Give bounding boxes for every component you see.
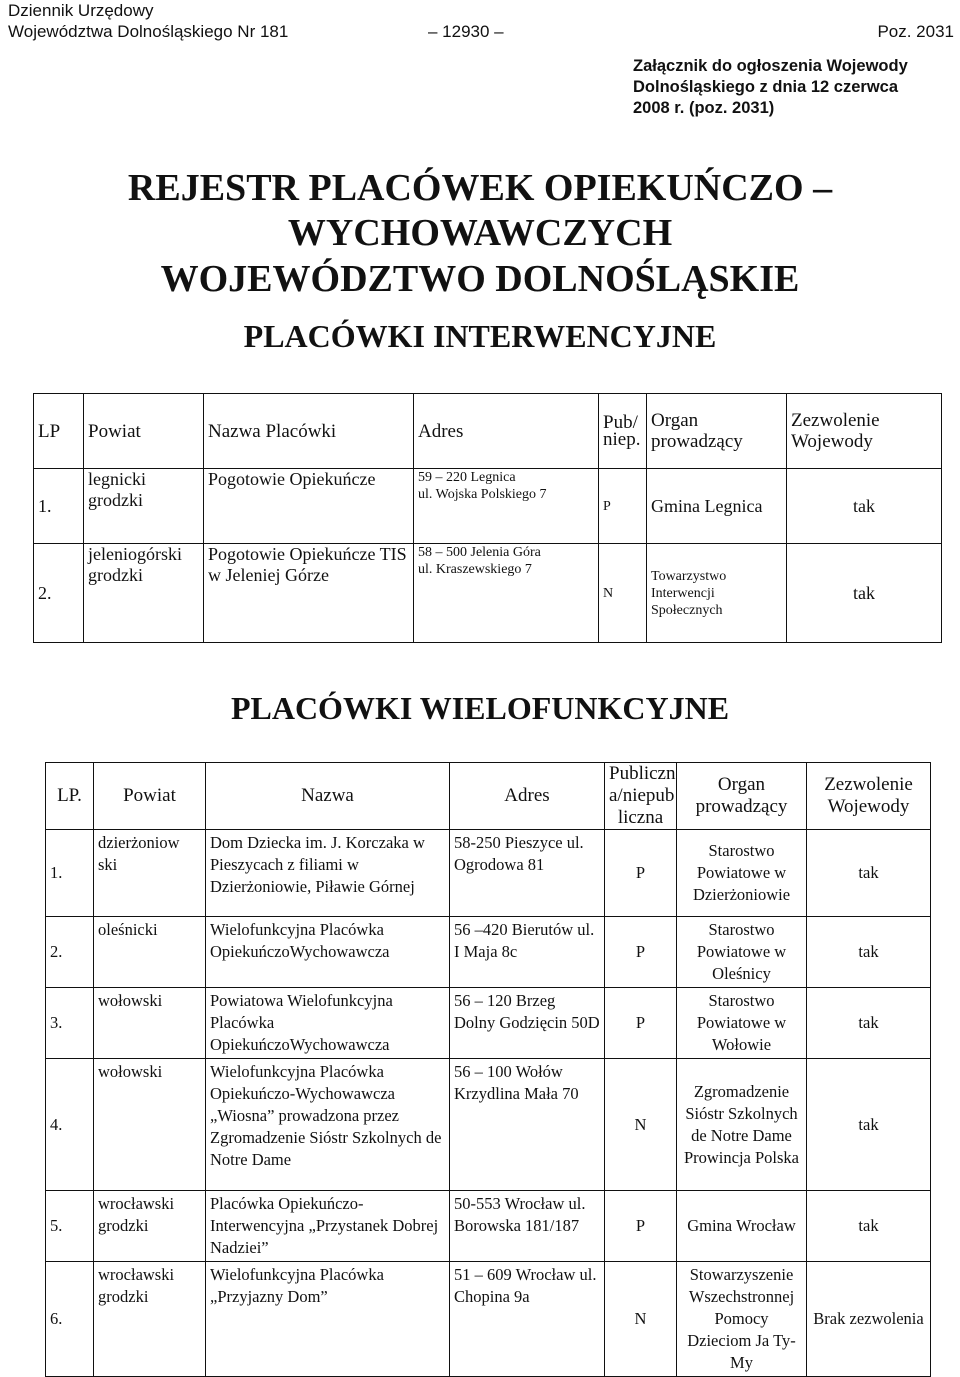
- table-header-row: [46, 763, 931, 830]
- document-title-line: WYCHOWAWCZYCH: [287, 212, 673, 254]
- table-row: [46, 917, 931, 988]
- cell-nazwa: Powiatowa Wielofunkcyjna Placówka OpiekuńczoWychowawcza: [206, 988, 450, 1059]
- cell-powiat: dzierżoniow ski: [94, 830, 206, 917]
- cell-adres: [414, 469, 599, 544]
- cell-zezwolenie: tak: [807, 917, 931, 988]
- cell-organ: Starostwo Powiatowe w Wołowie: [677, 988, 807, 1059]
- table-wielofunkcyjne: [45, 762, 931, 1377]
- attachment-line: 2008 r. (poz. 2031): [633, 99, 775, 117]
- table-row: [46, 988, 931, 1059]
- cell-zezwolenie: tak: [787, 469, 942, 544]
- address-line: 58 – 500 Jelenia Góra: [418, 545, 541, 560]
- header-powiat: Powiat: [94, 763, 206, 830]
- table-row: [46, 1059, 931, 1191]
- header-organ: Organ prowadzący: [677, 763, 807, 830]
- cell-organ: Towarzystwo Interwencji Społecznych: [647, 544, 787, 643]
- header-pub: Publiczn a/niepub liczna: [605, 763, 677, 830]
- cell-lp: 6.: [46, 1262, 94, 1377]
- cell-organ: Stowarzyszenie Wszechstronnej Pomocy Dzieciom Ja Ty-My: [677, 1262, 807, 1377]
- cell-powiat: wołowski: [94, 988, 206, 1059]
- gazette-name: Dziennik Urzędowy: [8, 1, 154, 20]
- cell-adres: 56 – 100 Wołów Krzydlina Mała 70: [450, 1059, 605, 1191]
- cell-adres: [414, 544, 599, 643]
- address-line: ul. Kraszewskiego 7: [418, 562, 532, 577]
- table-row: [34, 544, 942, 643]
- cell-nazwa: Wielofunkcyjna Placówka Opiekuńczo-Wychowawcza „Wiosna” prowadzona przez Zgromadzenie Sióstr Szkolnych de Notre Dame: [206, 1059, 450, 1191]
- table-header-row: [34, 394, 942, 469]
- cell-zezwolenie: Brak zezwolenia: [807, 1262, 931, 1377]
- cell-zezwolenie: tak: [807, 1191, 931, 1262]
- cell-lp: 3.: [46, 988, 94, 1059]
- address-line: 59 – 220 Legnica: [418, 470, 516, 485]
- header-organ: Organ prowadzący: [647, 394, 787, 469]
- table-row: [46, 1262, 931, 1377]
- cell-powiat: wrocławski grodzki: [94, 1262, 206, 1377]
- cell-lp: 4.: [46, 1059, 94, 1191]
- cell-zezwolenie: tak: [807, 988, 931, 1059]
- cell-zezwolenie: tak: [787, 544, 942, 643]
- cell-pub: N: [605, 1262, 677, 1377]
- header-zezwolenie: Zezwolenie Wojewody: [787, 394, 942, 469]
- cell-adres: 56 –420 Bierutów ul. I Maja 8c: [450, 917, 605, 988]
- table-interwencyjne: [33, 393, 942, 643]
- header-zezwolenie: Zezwolenie Wojewody: [807, 763, 931, 830]
- cell-pub: N: [605, 1059, 677, 1191]
- cell-pub: N: [599, 544, 647, 643]
- page-number: – 12930 –: [428, 22, 504, 41]
- cell-lp: 2.: [34, 544, 84, 643]
- table-row: [46, 1191, 931, 1262]
- header-powiat: Powiat: [84, 394, 204, 469]
- cell-powiat: wołowski: [94, 1059, 206, 1191]
- cell-pub: P: [605, 917, 677, 988]
- cell-adres: 58-250 Pieszyce ul. Ogrodowa 81: [450, 830, 605, 917]
- section-title-wielofunkcyjne: PLACÓWKI WIELOFUNKCYJNE: [230, 690, 730, 726]
- cell-nazwa: Dom Dziecka im. J. Korczaka w Pieszycach z filiami w Dzierżoniowie, Piławie Górnej: [206, 830, 450, 917]
- header-lp: LP.: [46, 763, 94, 830]
- document-title-line: REJESTR PLACÓWEK OPIEKUŃCZO –: [127, 167, 833, 209]
- cell-organ: Gmina Legnica: [647, 469, 787, 544]
- cell-powiat: jeleniogórski grodzki: [84, 544, 204, 643]
- header-adres: Adres: [414, 394, 599, 469]
- cell-nazwa: Wielofunkcyjna Placówka „Przyjazny Dom”: [206, 1262, 450, 1377]
- cell-adres: 51 – 609 Wrocław ul. Chopina 9a: [450, 1262, 605, 1377]
- gazette-issue: Województwa Dolnośląskiego Nr 181: [8, 22, 289, 41]
- cell-organ: Starostwo Powiatowe w Oleśnicy: [677, 917, 807, 988]
- cell-nazwa: Pogotowie Opiekuńcze: [204, 469, 414, 544]
- cell-lp: 2.: [46, 917, 94, 988]
- cell-zezwolenie: tak: [807, 1059, 931, 1191]
- attachment-line: Załącznik do ogłoszenia Wojewody: [633, 57, 908, 75]
- cell-nazwa: Pogotowie Opiekuńcze TIS w Jeleniej Górze: [204, 544, 414, 643]
- cell-nazwa: Wielofunkcyjna Placówka OpiekuńczoWychowawcza: [206, 917, 450, 988]
- cell-organ: Gmina Wrocław: [677, 1191, 807, 1262]
- document-title-line: WOJEWÓDZTWO DOLNOŚLĄSKIE: [160, 258, 800, 300]
- position-number: Poz. 2031: [877, 22, 954, 41]
- section-title-interwencyjne: PLACÓWKI INTERWENCYJNE: [243, 318, 717, 354]
- cell-powiat: oleśnicki: [94, 917, 206, 988]
- cell-organ: Starostwo Powiatowe w Dzierżoniowie: [677, 830, 807, 917]
- table-row: [46, 830, 931, 917]
- table-row: [34, 469, 942, 544]
- header-adres: Adres: [450, 763, 605, 830]
- cell-pub: P: [599, 469, 647, 544]
- cell-lp: 1.: [34, 469, 84, 544]
- cell-pub: P: [605, 830, 677, 917]
- header-pub: Pub/ niep.: [599, 394, 647, 469]
- cell-pub: P: [605, 1191, 677, 1262]
- attachment-line: Dolnośląskiego z dnia 12 czerwca: [633, 78, 899, 96]
- header-lp: LP: [34, 394, 84, 469]
- cell-pub: P: [605, 988, 677, 1059]
- cell-nazwa: Placówka Opiekuńczo-Interwencyjna „Przystanek Dobrej Nadziei”: [206, 1191, 450, 1262]
- cell-adres: 50-553 Wrocław ul. Borowska 181/187: [450, 1191, 605, 1262]
- header-nazwa: Nazwa: [206, 763, 450, 830]
- cell-powiat: wrocławski grodzki: [94, 1191, 206, 1262]
- cell-lp: 1.: [46, 830, 94, 917]
- attachment-note: [633, 56, 953, 119]
- address-line: ul. Wojska Polskiego 7: [418, 487, 547, 502]
- cell-lp: 5.: [46, 1191, 94, 1262]
- cell-powiat: legnicki grodzki: [84, 469, 204, 544]
- cell-organ: Zgromadzenie Sióstr Szkolnych de Notre Dame Prowincja Polska: [677, 1059, 807, 1191]
- cell-adres: 56 – 120 Brzeg Dolny Godzięcin 50D: [450, 988, 605, 1059]
- cell-zezwolenie: tak: [807, 830, 931, 917]
- header-nazwa: Nazwa Placówki: [204, 394, 414, 469]
